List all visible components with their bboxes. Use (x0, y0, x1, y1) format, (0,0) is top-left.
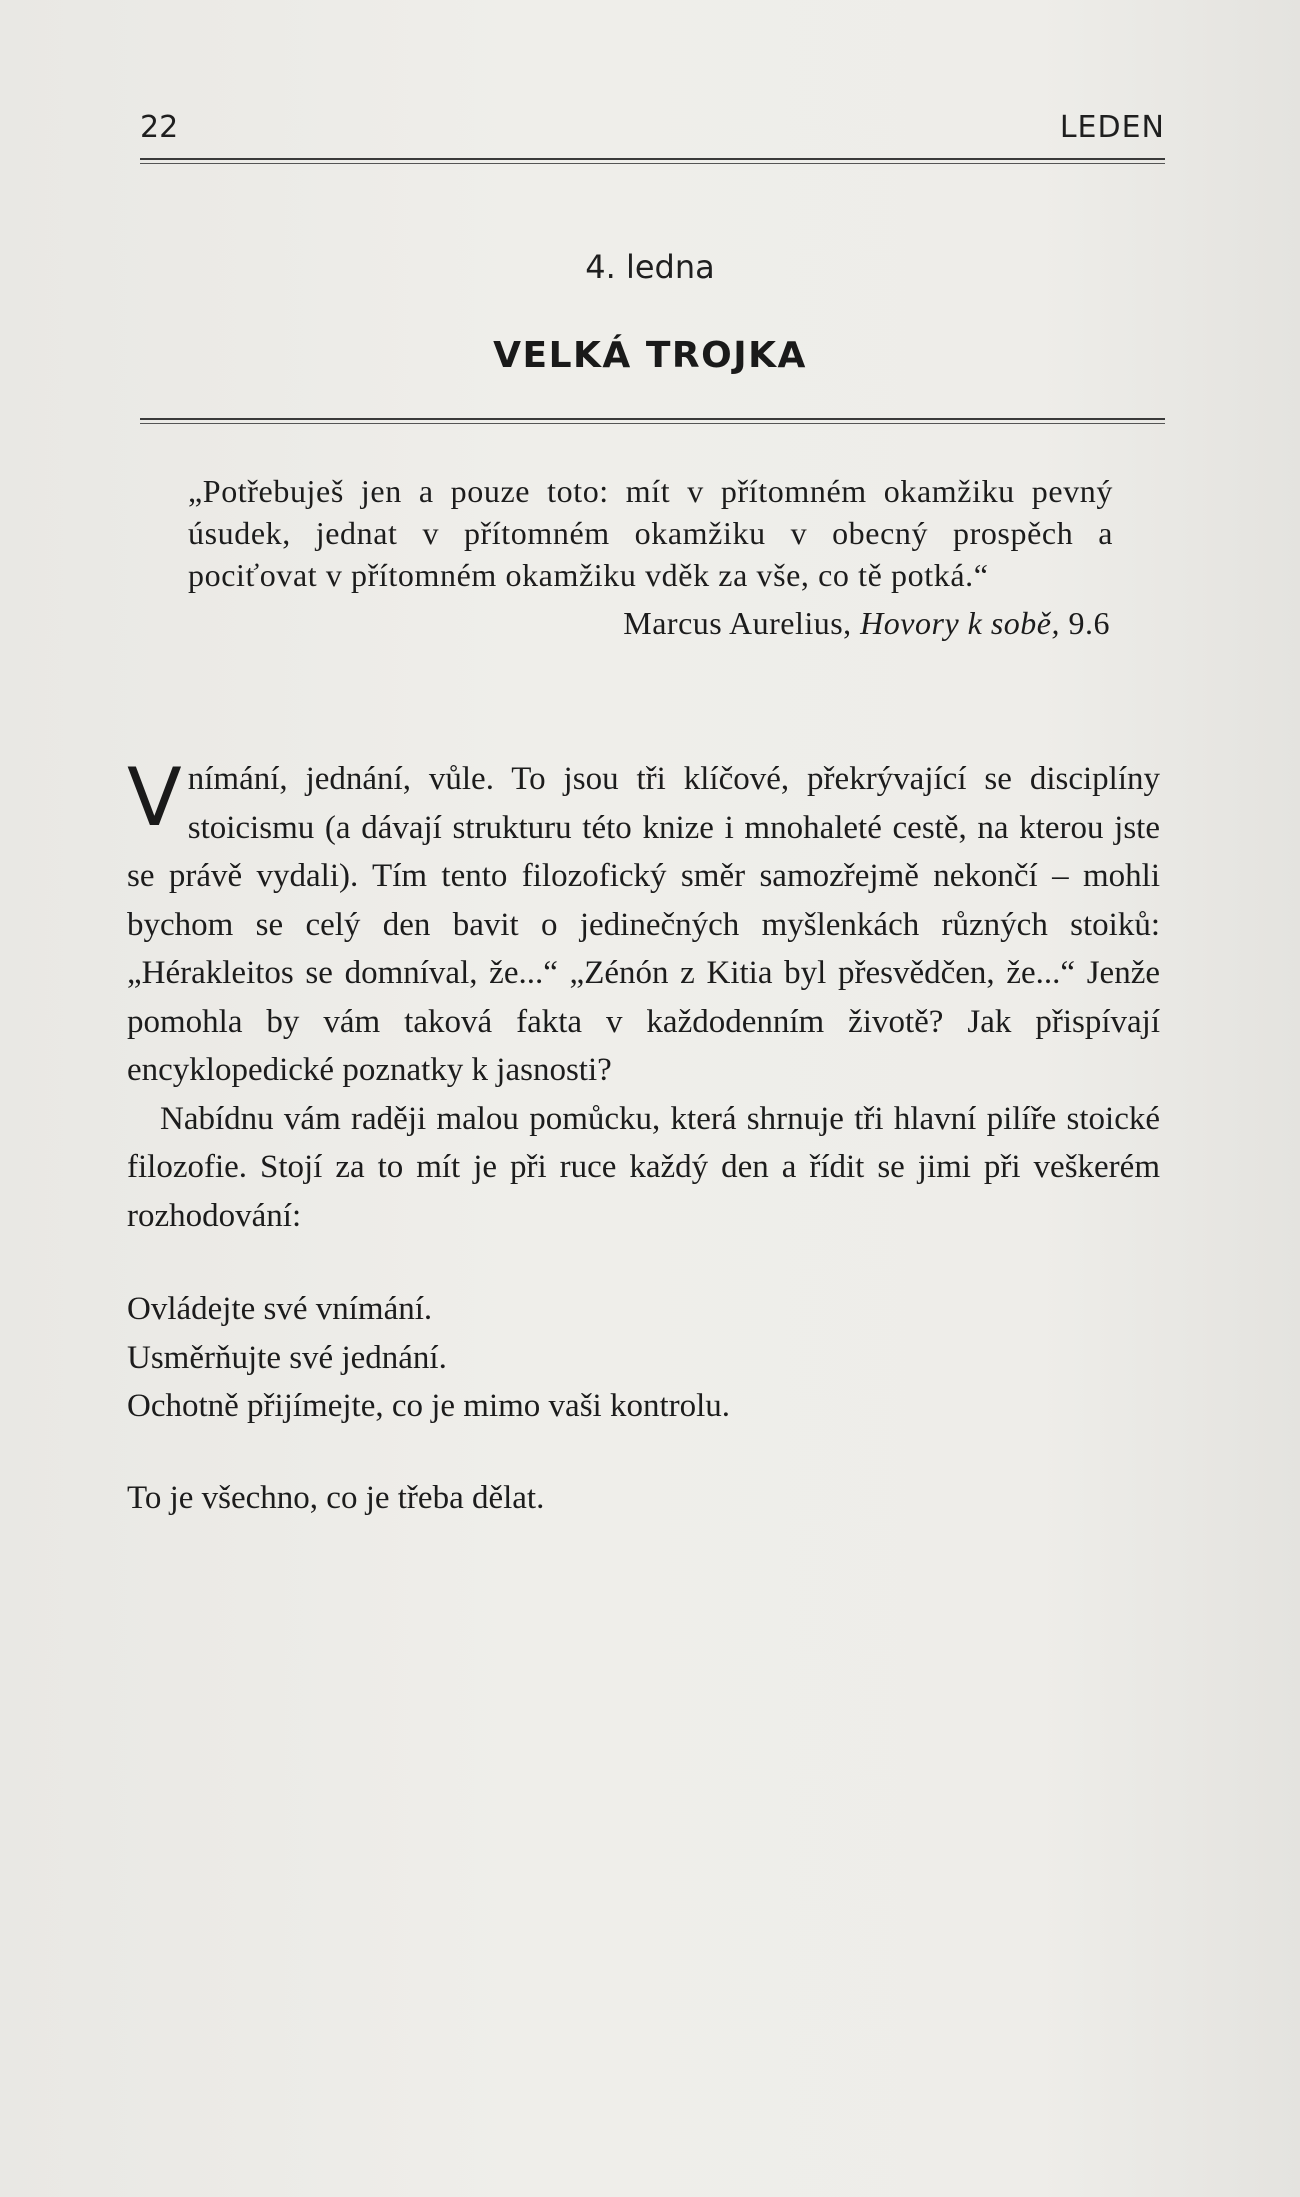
drop-cap: V (127, 751, 182, 844)
closing-line: To je všechno, co je třeba dělat. (127, 1480, 545, 1516)
paragraph-2: Nabídnu vám raději malou pomůcku, která shrnuje tři hlavní pilíře stoické filozofie. Stojí za to mít je při ruce každý den a řídit se jimi při veškerém rozhodování: (127, 1100, 1160, 1234)
page-number: 22 (140, 110, 179, 145)
body-text (127, 751, 1160, 1240)
paragraph-1-text: nímání, jednání, vůle. To jsou tři klíčové, překrývající se disciplíny stoicismu (a dávají strukturu této knize i mnohaleté cestě, na kterou jste se právě vydali). Tím tento filozofický směr samozřejmě nekončí – mohli bychom se celý den bavit o jedinečných myšlenkách různých stoiků: „Hérakleitos se domníval, že...“ „Zénón z Kitia byl přesvědčen, že...“ Jenže pomohla by vám taková fakta v každodenním životě? Jak přispívají encyklopedické poznatky k jasnosti? (127, 761, 1160, 1088)
epigraph-work: Hovory k sobě, (860, 605, 1060, 641)
paragraph-1 (127, 751, 1160, 1095)
principle-item: Ochotně přijímejte, co je mimo vaši kontrolu. (127, 1388, 731, 1424)
epigraph-quote (188, 470, 1113, 596)
entry-title: VELKÁ TROJKA (493, 335, 807, 376)
principle-item: Ovládejte své vnímání. (127, 1291, 433, 1327)
running-head-month: LEDEN (1059, 110, 1165, 145)
principle-item: Usměrňujte své jednání. (127, 1339, 447, 1376)
principles-list (127, 1285, 730, 1431)
epigraph-text: „Potřebuješ jen a pouze toto: mít v přítomném okamžiku pevný úsudek, jednat v přítomném okamžiku v obecný prospěch a pociťovat v přítomném okamžiku vděk za vše, co tě potká.“ (188, 473, 1113, 593)
entry-date: 4. ledna (585, 248, 715, 286)
epigraph-ref: 9.6 (1068, 605, 1110, 641)
title-rule (140, 418, 1165, 424)
header-rule (140, 158, 1165, 164)
epigraph-attribution (623, 605, 1110, 642)
epigraph-author: Marcus Aurelius, (623, 605, 852, 641)
